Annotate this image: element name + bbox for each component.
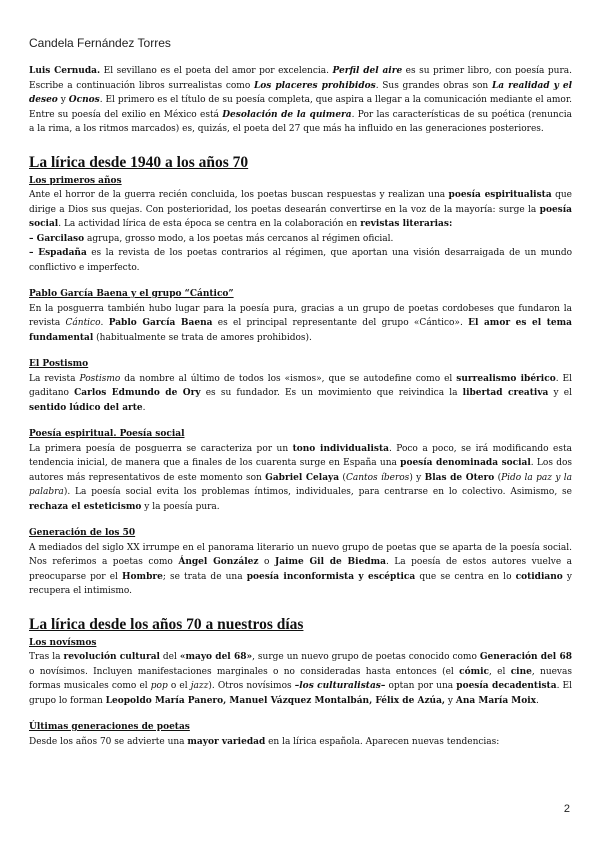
text: . [536, 695, 539, 706]
text: Desde los años 70 se advierte una [29, 736, 188, 747]
bold-term: cómic [459, 666, 490, 677]
text: del [159, 652, 180, 662]
bold-term: libertad creativa [462, 388, 549, 398]
text: y [57, 95, 69, 105]
text: o el [167, 681, 191, 691]
italic-term: Cantos íberos [345, 472, 410, 483]
bold-term: Ana María Moix [455, 695, 537, 706]
text: es el principal representante del grupo «Cántico». [212, 318, 469, 328]
text: que se centra en lo [415, 571, 516, 582]
page-number: 2 [563, 803, 570, 815]
text: ( [339, 472, 346, 483]
work-title: Los placeres prohibidos [253, 80, 376, 91]
text: Tras la [29, 652, 64, 662]
bold-term: revistas literarias: [360, 219, 453, 229]
text: Ante el horror de la guerra recién concluida, los poetas buscan respuestas y realizan una [29, 190, 449, 200]
text: . El gaditano [29, 373, 572, 398]
bold-term: surrealismo ibérico [456, 373, 556, 384]
text: , surge un nuevo grupo de poetas conocido como [252, 652, 480, 662]
text: . Poco a poco, se irá modificando esta tendencia inicial, de manera que a finales de los cuarenta surge en España una [29, 443, 572, 468]
work-title: Ocnos [68, 95, 100, 105]
text: y el [548, 388, 573, 398]
text: . Sus grandes obras son [375, 80, 492, 91]
work-title: Desolación de la quimera [222, 109, 352, 120]
bold-term: – Garcilaso [29, 233, 85, 244]
list-item [29, 246, 572, 275]
paragraph [29, 541, 572, 599]
bold-term: Leopoldo María Panero, Manuel Vázquez Montalbán, Félix de Azúa, [105, 695, 446, 706]
list-item [29, 232, 572, 247]
text: ) y [409, 472, 425, 483]
text: . La actividad lírica de esta época se centra en la colaboración en [58, 219, 361, 229]
bold-term: Blas de Otero [424, 472, 495, 483]
text: . Los dos autores más representativos de este momento son [29, 458, 572, 483]
bold-term: – Espadaña [29, 248, 87, 258]
text: es su primer libro, con poesía pura. Escribe a continuación libros surrealistas como [29, 66, 572, 91]
text: . El primero es el título de su poesía completa, que aspira a llegar a la comunicación mediante el amor. Entre su poesía del exilio en México está [29, 95, 573, 120]
subsection-heading: Los primeros años [29, 175, 122, 186]
bold-term: poesía decadentista [456, 681, 557, 691]
text: agrupa, grosso modo, a los poetas más cercanos al régimen oficial. [84, 233, 394, 244]
bold-term: Hombre [122, 571, 163, 582]
italic-term: Postismo [79, 373, 121, 384]
work-title: La realidad y el deseo [29, 80, 572, 105]
text: optan por una [385, 681, 457, 691]
text: ). Otros novísimos [208, 681, 295, 691]
text: En la posguerra también hubo lugar para la poesía pura, gracias a un grupo de poetas cordobeses que fundaron la revista [29, 303, 572, 328]
intro-paragraph [29, 64, 572, 137]
paragraph [29, 188, 572, 232]
italic-term: pop [150, 681, 168, 691]
section-title: La lírica desde 1940 a los años 70 [29, 153, 249, 171]
paragraph [29, 650, 572, 708]
text: y recupera el intimismo. [29, 571, 572, 596]
bold-term: revolución cultural [63, 652, 160, 662]
text: da nombre al último de todos los «ismos», que se autodefine como el [120, 373, 457, 384]
text: La revista [29, 373, 80, 384]
bold-term: «mayo del 68» [179, 652, 253, 662]
subsection-heading: Los novísmos [29, 637, 97, 648]
bold-term: cine [510, 666, 532, 677]
section-title: La lírica desde los años 70 a nuestros días [29, 615, 304, 633]
text: . El grupo lo forman [29, 681, 573, 706]
author-header: Candela Fernández Torres [29, 36, 171, 50]
bold-term: Jaime Gil de Biedma [274, 557, 386, 567]
italic-term: jazz [190, 681, 209, 691]
subsection-heading: Poesía espiritual. Poesía social [29, 429, 185, 439]
paragraph [29, 735, 572, 750]
bold-term: poesía inconformista y escéptica [246, 571, 416, 582]
bold-term: Generación del 68 [479, 652, 572, 662]
text: La primera poesía de posguerra se caracteriza por un [29, 443, 293, 454]
italic-term: Pido la paz y la palabra [29, 472, 573, 497]
bold-term: El amor es el tema fundamental [29, 318, 572, 343]
text: ; se trata de una [162, 571, 247, 582]
subsection-heading: Pablo García Baena y el grupo “Cántico” [29, 289, 234, 299]
text: . Por las características de su poética (renuncia a la rima, a los ritmos marcados) es, quizás, el poeta del 27 que más ha influido en las generaciones posteriores. [29, 109, 572, 134]
text: en la lírica española. Aparecen nuevas tendencias: [265, 736, 500, 747]
text: y [445, 695, 456, 706]
bold-term: poesía espiritualista [448, 190, 552, 200]
subsection-heading: El Postismo [29, 359, 89, 369]
subsection-heading: Últimas generaciones de poetas [29, 722, 190, 732]
bold-term: Gabriel Celaya [265, 472, 340, 483]
text: , el [489, 666, 511, 677]
bold-term: sentido lúdico del arte [29, 402, 143, 413]
page-content [29, 64, 572, 749]
text: o [258, 557, 275, 567]
text: es su fundador. Es un movimiento que reivindica la [200, 388, 463, 398]
paragraph [29, 372, 572, 416]
text: El sevillano es el poeta del amor por excelencia. [100, 66, 333, 76]
work-title: Perfil del aire [332, 66, 403, 76]
bold-term: Ángel González [178, 557, 259, 567]
text: . [100, 318, 109, 328]
italic-term: Cántico [65, 318, 101, 328]
subsection-heading: Generación de los 50 [29, 528, 136, 538]
paragraph [29, 442, 572, 515]
bold-term: rechaza el esteticismo [29, 501, 142, 512]
text: . La poesía de estos autores vuelve a preocuparse por el [29, 557, 573, 582]
text: ). La poesía social evita los problemas íntimos, individuales, para centrarse en lo colectivo. Asimismo, se [63, 487, 572, 497]
text: A mediados del siglo XX irrumpe en el panorama literario un nuevo grupo de poetas que se aparta de la poesía social. Nos referimos a poetas como [29, 542, 572, 567]
bold-term: cotidiano [515, 571, 563, 582]
bold-term: poesía denominada social [400, 458, 531, 468]
text: o novísimos. Incluyen manifestaciones marginales o no consideradas hasta entonces (el [29, 666, 460, 677]
text: es la revista de los poetas contrarios al régimen, que aportan una visión desarraigada de un mundo conflictivo e imperfecto. [29, 248, 573, 273]
author-name: Luis Cernuda. [29, 66, 101, 76]
paragraph [29, 302, 572, 346]
text: . [142, 402, 146, 413]
bold-italic-term: –los culturalistas– [294, 681, 386, 691]
bold-term: Carlos Edmundo de Ory [74, 388, 201, 398]
bold-term: poesía social [29, 204, 572, 229]
text: y la poesía pura. [141, 501, 220, 512]
bold-term: tono individualista [292, 443, 389, 454]
text: que dirige a Dios sus quejas. Con posterioridad, los poetas desearán convertirse en la voz de la mayoría: surge la [29, 190, 572, 215]
bold-term: Pablo García Baena [108, 318, 213, 328]
text: , nuevas formas musicales como el [29, 666, 573, 691]
text: (habitualmente se trata de amores prohibidos). [93, 332, 312, 343]
text: ( [494, 472, 502, 483]
bold-term: mayor variedad [187, 736, 266, 747]
